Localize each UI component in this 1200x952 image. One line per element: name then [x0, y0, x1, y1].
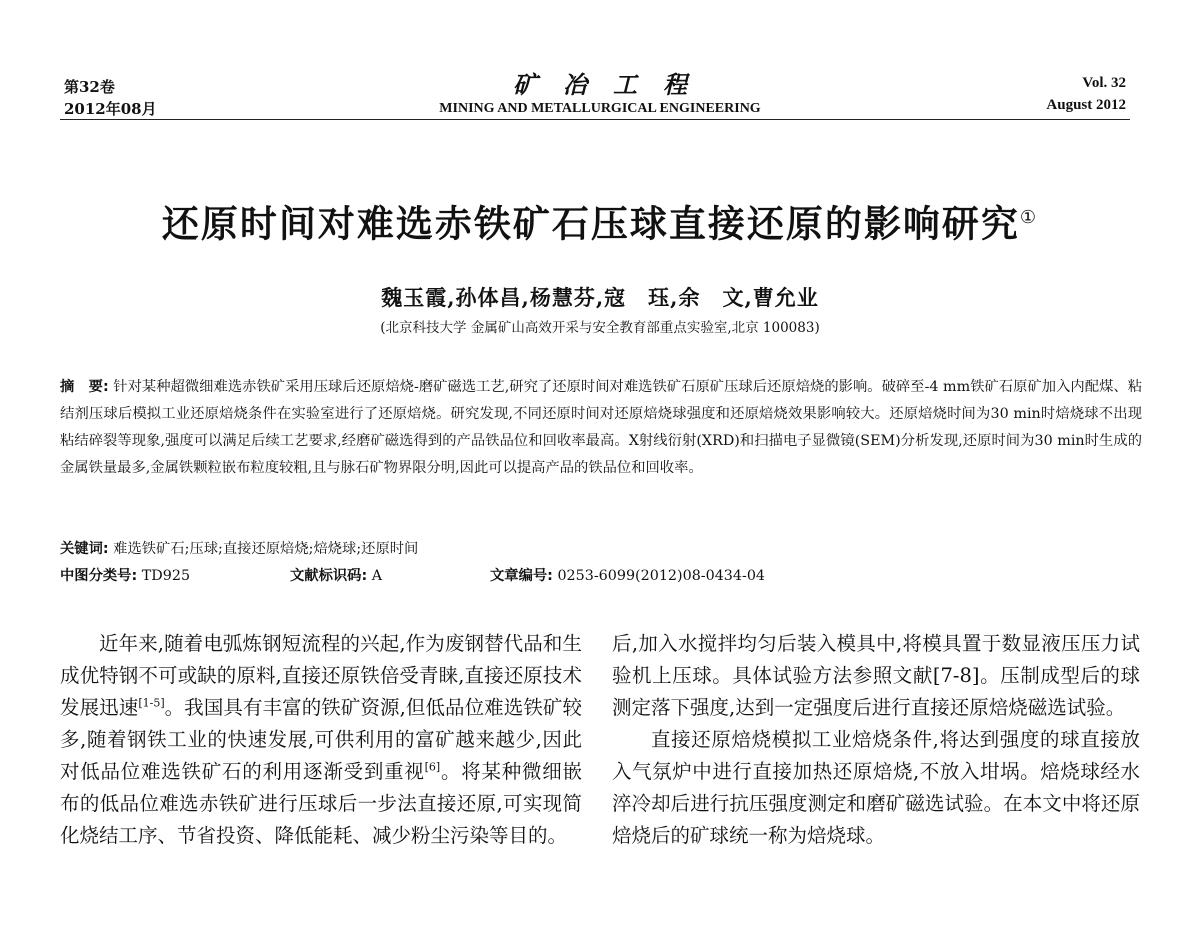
article-number-value: 0253-6099(2012)08-0434-04 — [557, 568, 766, 584]
abstract-label: 摘 要: — [60, 379, 109, 395]
article-title — [0, 193, 1200, 249]
article-authors: 魏玉霞,孙体昌,杨慧芬,寇 珏,余 文,曹允业 — [381, 285, 819, 310]
clc-code — [60, 563, 190, 590]
keywords — [60, 536, 418, 563]
abstract-text: 针对某种超微细难选赤铁矿采用压球后还原焙烧-磨矿磁选工艺,研究了还原时间对难选铁矿石原矿压球后还原焙烧的影响。破碎至-4 mm铁矿石原矿加入内配煤、粘结剂压球后模拟工业还原焙烧条件在实验室进行了还原焙烧。研究发现,不同还原时间对还原焙烧球强度和还原焙烧效果影响较大。还原焙烧时间为30 min时焙烧球不出现粘结碎裂等现象,强度可以满足后续工艺要求,经磨矿磁选得到的产品铁品位和回收率最高。X射线衍射(XRD)和扫描电子显微镜(SEM)分析发现,还原时间为30 min时生成的金属铁量最多,金属铁颗粒嵌布粒度较粗,且与脉石矿物界限分明,因此可以提高产品的铁品位和回收率。 — [60, 379, 1143, 476]
body-paragraph: 直接还原焙烧模拟工业焙烧条件,将达到强度的球直接放入气氛炉中进行直接加热还原焙烧,不放入坩埚。焙烧球经水淬冷却后进行抗压强度测定和磨矿磁选试验。在本文中将还原焙烧后的矿球统一称为焙烧球。 — [612, 728, 1140, 847]
article-number — [490, 563, 765, 590]
citation: [6] — [424, 760, 441, 774]
body-text: 。将某种微细嵌布的低品位难选赤铁矿进行压球后一步法直接还原,可实现简化烧结工序、节省投资、降低能耗、减少粉尘污染等目的。 — [60, 760, 582, 847]
article-title-text: 还原时间对难选赤铁矿石压球直接还原的影响研究 — [161, 202, 1020, 246]
keywords-text: 难选铁矿石;压球;直接还原焙烧;焙烧球;还原时间 — [113, 541, 419, 557]
body-column-left — [60, 628, 582, 852]
body-paragraph: 后,加入水搅拌均匀后装入模具中,将模具置于数显液压压力试验机上压球。具体试验方法参照文献[7-8]。压制成型后的球测定落下强度,达到一定强度后进行直接还原焙烧磁选试验。 — [612, 632, 1140, 719]
clc-label: 中图分类号: — [60, 568, 138, 584]
body-text: 近年来,随着电弧炼钢短流程的兴起,作为废钢替代品和生成优特钢不可或缺的原料,直接还原铁倍受青睐,直接还原技术发展迅速 — [60, 632, 582, 719]
doc-code — [290, 563, 382, 590]
header-right — [1046, 72, 1126, 116]
clc-value: TD925 — [141, 568, 191, 584]
body-paragraph — [60, 628, 582, 852]
citation: [1-5] — [138, 696, 165, 710]
journal-title-cn: 矿冶工程 — [513, 70, 713, 99]
date-cn: 2012年08月 — [64, 100, 157, 118]
doc-value: A — [371, 568, 383, 584]
title-footnote-mark: ① — [1019, 207, 1039, 228]
keywords-label: 关键词: — [60, 541, 109, 557]
abstract — [60, 374, 1142, 482]
date-en: August 2012 — [1046, 97, 1126, 113]
body-column-right — [612, 628, 1140, 852]
journal-title-en: MINING AND METALLURGICAL ENGINEERING — [439, 101, 761, 116]
header-center — [330, 70, 870, 118]
article-number-label: 文章编号: — [490, 568, 553, 584]
body-text: 。我国具有丰富的铁矿资源,但低品位难选铁矿较多,随着钢铁工业的快速发展,可供利用的富矿越来越少,因此对低品位难选铁矿石的利用逐渐受到重视 — [60, 696, 582, 783]
volume-cn: 第32卷 — [64, 78, 115, 96]
header-left — [64, 76, 157, 120]
volume-en: Vol. 32 — [1082, 75, 1126, 91]
header-rule — [60, 119, 1130, 120]
doc-label: 文献标识码: — [290, 568, 368, 584]
article-affiliation: (北京科技大学 金属矿山高效开采与安全教育部重点实验室,北京 100083) — [380, 320, 820, 336]
